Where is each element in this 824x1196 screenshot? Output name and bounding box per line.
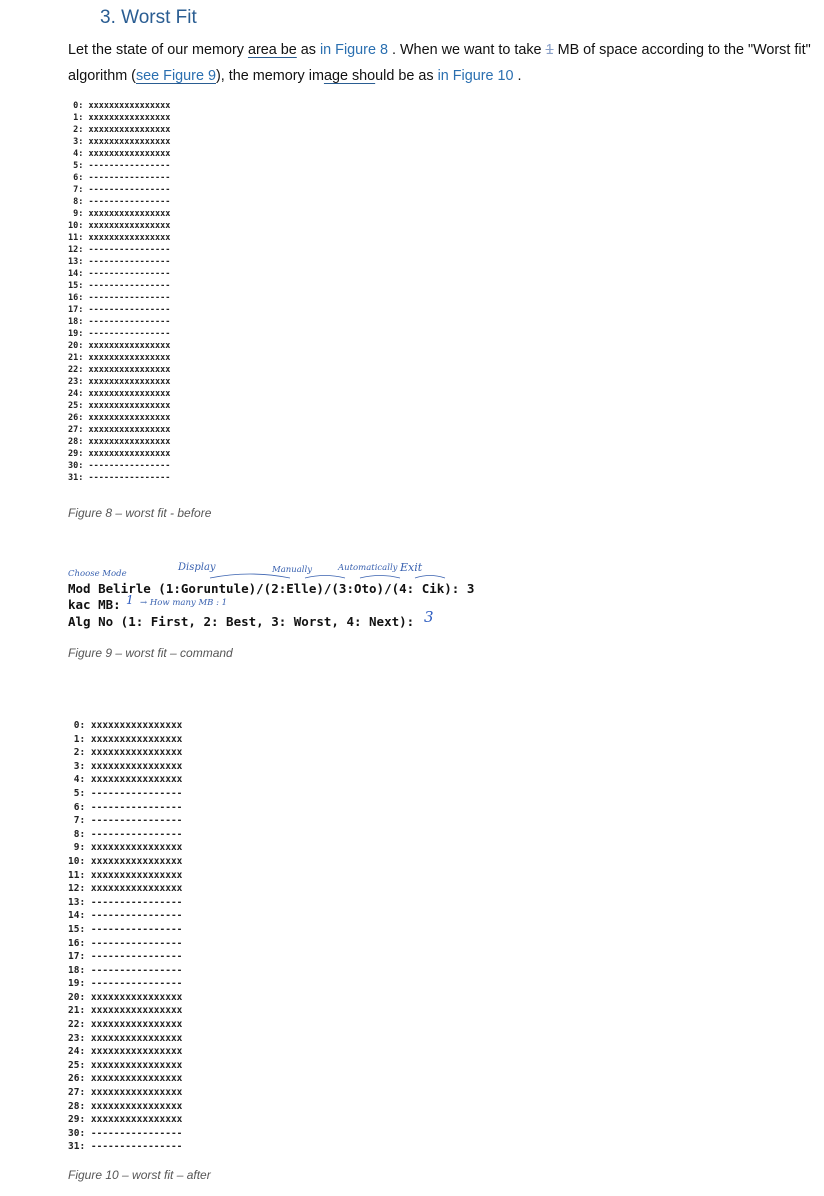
command-line-mode: Mod Belirle (1:Goruntule)/(2:Elle)/(3:Oto)/(4: Cik): 3 [68, 581, 475, 596]
memory-row: 28: xxxxxxxxxxxxxxxx [68, 437, 171, 447]
annotation-exit: Exit [400, 561, 423, 574]
memory-row: 22: xxxxxxxxxxxxxxxx [68, 1019, 183, 1031]
memory-row: 3: xxxxxxxxxxxxxxxx [68, 137, 171, 147]
intro-paragraph [68, 37, 813, 89]
memory-row: 20: xxxxxxxxxxxxxxxx [68, 991, 183, 1003]
memory-row: 20: xxxxxxxxxxxxxxxx [68, 341, 171, 351]
command-alg-label: Alg No (1: First, 2: Best, 3: Worst, 4: Next): [68, 614, 422, 629]
memory-row: 18: ---------------- [68, 317, 171, 327]
figure10-link[interactable]: in Figure 10 [437, 68, 514, 84]
memory-row: 14: ---------------- [68, 269, 171, 279]
para-text-1: Let the state of our memory [68, 42, 248, 58]
memory-row: 17: ---------------- [68, 305, 171, 315]
memory-row: 11: xxxxxxxxxxxxxxxx [68, 233, 171, 243]
memory-row: 9: xxxxxxxxxxxxxxxx [68, 209, 171, 219]
figure8-caption: Figure 8 – worst fit - before [68, 506, 212, 520]
command-line-alg [68, 614, 422, 629]
para-text-2: area be [247, 42, 297, 58]
memory-row: 6: ---------------- [68, 173, 171, 183]
para-strike-number: 1 [545, 42, 554, 58]
memory-row: 16: ---------------- [68, 937, 183, 949]
memory-row: 13: ---------------- [68, 896, 183, 908]
memory-row: 19: ---------------- [68, 329, 171, 339]
memory-row: 2: xxxxxxxxxxxxxxxx [68, 747, 183, 759]
memory-dump-after [68, 719, 182, 1154]
annotation-display: Display [178, 562, 216, 573]
command-line-mb [68, 597, 128, 612]
memory-row: 23: xxxxxxxxxxxxxxxx [68, 377, 171, 387]
memory-row: 26: xxxxxxxxxxxxxxxx [68, 1073, 183, 1085]
memory-row: 16: ---------------- [68, 293, 171, 303]
annotation-how-many: → How many MB : 1 [140, 598, 228, 608]
memory-row: 24: xxxxxxxxxxxxxxxx [68, 389, 171, 399]
para-text-3: as [296, 42, 320, 58]
section-title: 3. Worst Fit [100, 7, 197, 28]
para-text-10: . [513, 68, 522, 84]
memory-row: 30: ---------------- [68, 1127, 183, 1139]
para-text-5: MB of space according to the "Worst fit" algorithm ( [68, 42, 811, 84]
figure8-link[interactable]: in Figure 8 [319, 42, 388, 58]
memory-row: 27: xxxxxxxxxxxxxxxx [68, 425, 171, 435]
annotation-mb-value: 1 [126, 593, 134, 607]
para-text-7: ), the memory im [215, 68, 324, 84]
memory-row: 26: xxxxxxxxxxxxxxxx [68, 413, 171, 423]
para-text-8: age sho [323, 68, 376, 84]
memory-row: 10: xxxxxxxxxxxxxxxx [68, 221, 171, 231]
memory-row: 12: xxxxxxxxxxxxxxxx [68, 883, 183, 895]
command-mb-label: kac MB: [68, 597, 129, 612]
annotation-alg-value: 3 [424, 608, 434, 626]
memory-row: 30: ---------------- [68, 461, 171, 471]
memory-row: 2: xxxxxxxxxxxxxxxx [68, 125, 171, 135]
memory-row: 12: ---------------- [68, 245, 171, 255]
memory-row: 31: ---------------- [68, 1141, 183, 1153]
memory-row: 23: xxxxxxxxxxxxxxxx [68, 1032, 183, 1044]
memory-row: 15: ---------------- [68, 281, 171, 291]
memory-row: 29: xxxxxxxxxxxxxxxx [68, 1114, 183, 1126]
memory-row: 17: ---------------- [68, 951, 183, 963]
memory-row: 7: ---------------- [68, 815, 183, 827]
memory-row: 31: ---------------- [68, 473, 171, 483]
memory-row: 4: xxxxxxxxxxxxxxxx [68, 149, 171, 159]
memory-row: 21: xxxxxxxxxxxxxxxx [68, 353, 171, 363]
memory-row: 0: xxxxxxxxxxxxxxxx [68, 720, 183, 731]
memory-row: 29: xxxxxxxxxxxxxxxx [68, 449, 171, 459]
figure9-caption: Figure 9 – worst fit – command [68, 646, 233, 660]
memory-row: 18: ---------------- [68, 964, 183, 976]
memory-row: 25: xxxxxxxxxxxxxxxx [68, 401, 171, 411]
memory-row: 13: ---------------- [68, 257, 171, 267]
memory-row: 14: ---------------- [68, 910, 183, 922]
memory-row: 21: xxxxxxxxxxxxxxxx [68, 1005, 183, 1017]
annotation-automatically: Automatically [338, 563, 398, 573]
memory-row: 6: ---------------- [68, 801, 183, 813]
memory-row: 1: xxxxxxxxxxxxxxxx [68, 733, 183, 745]
memory-row: 22: xxxxxxxxxxxxxxxx [68, 365, 171, 375]
figure10-caption: Figure 10 – worst fit – after [68, 1168, 211, 1182]
memory-row: 8: ---------------- [68, 197, 171, 207]
memory-row: 5: ---------------- [68, 787, 183, 799]
para-text-9: uld be as [375, 68, 438, 84]
memory-row: 3: xxxxxxxxxxxxxxxx [68, 760, 183, 772]
memory-row: 19: ---------------- [68, 978, 183, 990]
memory-row: 1: xxxxxxxxxxxxxxxx [68, 113, 171, 123]
memory-row: 5: ---------------- [68, 161, 171, 171]
memory-dump-before [68, 100, 170, 484]
figure9-link[interactable]: see Figure 9 [135, 68, 216, 84]
memory-row: 7: ---------------- [68, 185, 171, 195]
memory-row: 25: xxxxxxxxxxxxxxxx [68, 1059, 183, 1071]
para-text-4: . When we want to take [387, 42, 546, 58]
memory-row: 27: xxxxxxxxxxxxxxxx [68, 1087, 183, 1099]
memory-row: 4: xxxxxxxxxxxxxxxx [68, 774, 183, 786]
annotation-choose-mode: Choose Mode [68, 569, 127, 579]
memory-row: 24: xxxxxxxxxxxxxxxx [68, 1046, 183, 1058]
memory-row: 8: ---------------- [68, 828, 183, 840]
memory-row: 10: xxxxxxxxxxxxxxxx [68, 855, 183, 867]
memory-row: 11: xxxxxxxxxxxxxxxx [68, 869, 183, 881]
memory-row: 15: ---------------- [68, 923, 183, 935]
annotation-manually: Manually [272, 565, 313, 575]
memory-row: 9: xxxxxxxxxxxxxxxx [68, 842, 183, 854]
memory-row: 0: xxxxxxxxxxxxxxxx [68, 101, 171, 111]
memory-row: 28: xxxxxxxxxxxxxxxx [68, 1100, 183, 1112]
